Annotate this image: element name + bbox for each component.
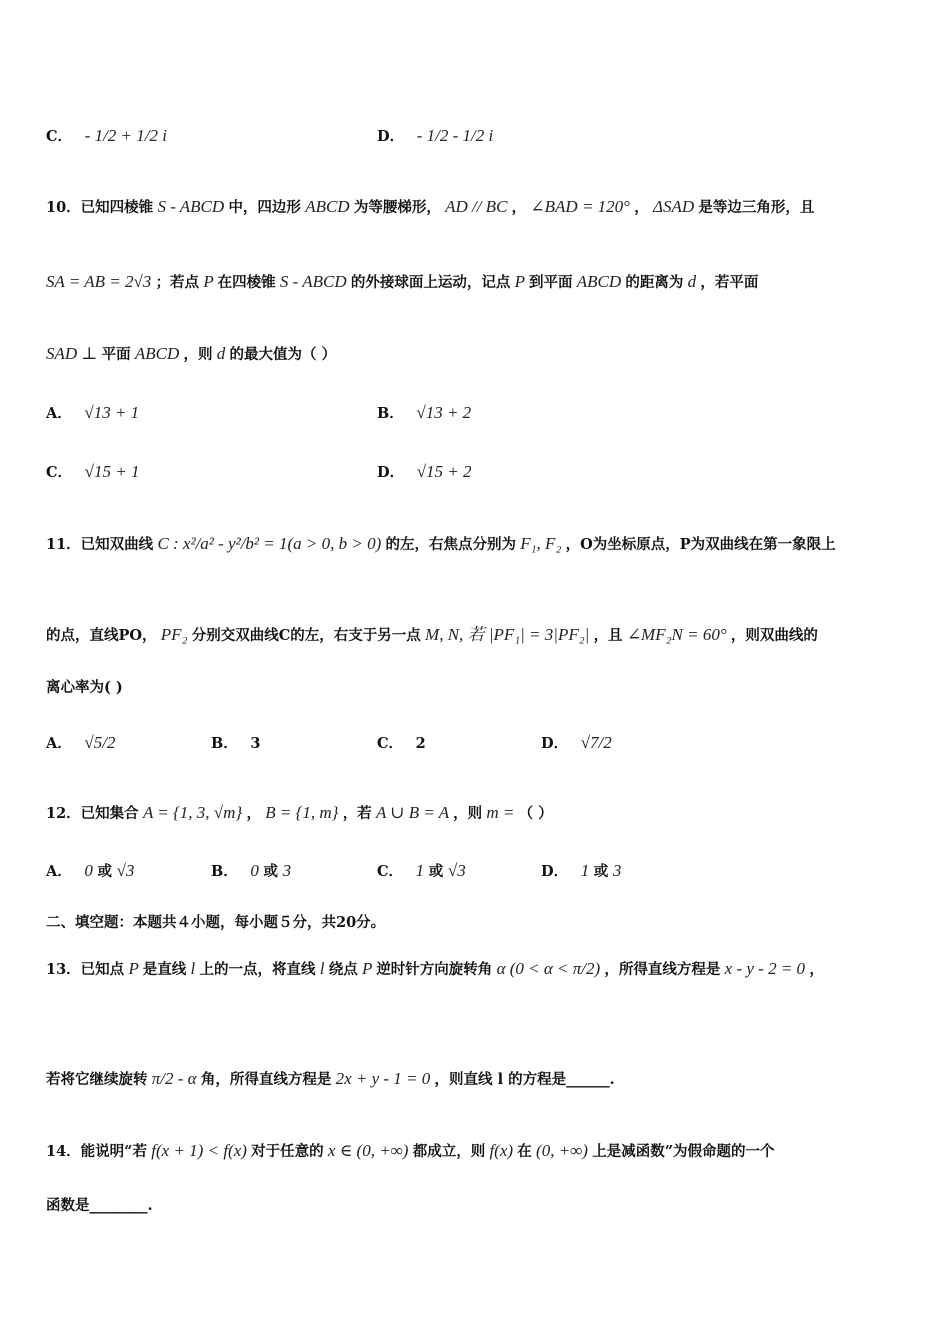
text-run: 在四棱锥 xyxy=(217,274,276,291)
option-value: √5/2 xyxy=(84,733,116,752)
text-run: ，若平面 xyxy=(700,274,759,291)
math-expression: AD // BC xyxy=(440,197,512,216)
option-value: 0 xyxy=(84,861,93,880)
math-expression: B = {1, m} xyxy=(260,803,343,822)
option-value: - 1/2 + 1/2 i xyxy=(84,126,167,145)
math-expression: P xyxy=(510,272,529,291)
option-value: √13 + 1 xyxy=(84,403,140,422)
q10-option-d xyxy=(377,461,472,482)
math-expression: f(x) xyxy=(485,1141,518,1160)
text-run: 在 xyxy=(517,1143,532,1160)
math-expression: α (0 < α < π/2) xyxy=(492,959,605,978)
text-run: 中，四边形 xyxy=(228,199,301,216)
option-label: A． xyxy=(46,863,72,880)
option-value: 1 xyxy=(580,861,590,880)
option-value: 2 xyxy=(415,735,426,752)
text-run: 若将它继续旋转 xyxy=(46,1071,148,1088)
math-expression: m = xyxy=(482,803,519,822)
math-expression: A = {1, 3, √m} xyxy=(138,803,247,822)
math-expression: P xyxy=(357,959,377,978)
option-label: B． xyxy=(211,863,238,880)
option-label: C． xyxy=(46,128,73,145)
math-expression: f(x + 1) < f(x) xyxy=(147,1141,252,1160)
text-run: 是等边三角形，且 xyxy=(698,199,815,216)
text-run: ，O为坐标原点，P为双曲线在第一象限上 xyxy=(565,536,836,553)
math-expression: (0, +∞) xyxy=(531,1141,593,1160)
q12-option-c xyxy=(377,860,466,881)
text-run: 离心率为( ) xyxy=(46,679,123,696)
option-label: D． xyxy=(541,863,569,880)
option-label: C． xyxy=(46,464,73,481)
text-run: ， xyxy=(809,961,824,978)
q11-option-c xyxy=(377,732,426,753)
option-label: D． xyxy=(541,735,569,752)
math-expression: C : x²/a² - y²/b² = 1(a > 0, b > 0) xyxy=(153,534,386,553)
option-value-2: √3 xyxy=(116,861,135,880)
math-expression: SAD ⊥ xyxy=(46,344,102,363)
math-expression: ΔSAD xyxy=(648,197,699,216)
text-run: ；若点 xyxy=(155,274,200,291)
option-value-2: 3 xyxy=(282,861,292,880)
q12-option-d xyxy=(541,860,621,881)
math-expression: S - ABCD xyxy=(275,272,351,291)
q14-stem-line-1 xyxy=(46,1140,904,1161)
text-run: ， xyxy=(511,199,527,216)
option-value: √7/2 xyxy=(580,733,612,752)
option-connector: 或 xyxy=(593,863,609,880)
q10-stem-line-2 xyxy=(46,271,904,292)
option-label: C． xyxy=(377,863,404,880)
option-label: B． xyxy=(377,405,404,422)
math-expression: x ∈ (0, +∞) xyxy=(323,1141,413,1160)
math-expression: ∠MF₂N = 60° xyxy=(622,625,731,644)
text-run: 的距离为 xyxy=(625,274,684,291)
q11-stem-line-3 xyxy=(46,676,904,697)
section-heading: 二、填空题：本题共４小题，每小题５分，共20分。 xyxy=(46,914,386,931)
q9-option-d xyxy=(377,125,493,146)
text-run: 的外接球面上运动，记点 xyxy=(350,274,511,291)
text-run: ，则 xyxy=(453,805,483,822)
text-run: 10．已知四棱锥 xyxy=(46,199,154,216)
text-run: ，且 xyxy=(593,627,623,644)
math-expression: A ∪ B = A xyxy=(371,803,454,822)
option-value: 1 xyxy=(415,861,425,880)
math-expression: PF₂ xyxy=(156,625,192,644)
text-run: 11．已知双曲线 xyxy=(46,536,154,553)
math-expression: S - ABCD xyxy=(153,197,229,216)
text-run: （ ） xyxy=(518,805,553,822)
math-expression: ABCD xyxy=(130,344,184,363)
q10-option-a xyxy=(46,402,139,423)
math-expression: P xyxy=(124,959,143,978)
text-run: 分别交双曲线C的左，右支于另一点 xyxy=(191,627,421,644)
option-label: C． xyxy=(377,735,404,752)
text-run: ，则双曲线的 xyxy=(730,627,818,644)
q11-option-b xyxy=(211,732,260,753)
math-expression: l xyxy=(186,959,200,978)
option-connector: 或 xyxy=(97,863,112,880)
text-run: 14．能说明“若 xyxy=(46,1143,148,1160)
text-run: 绕点 xyxy=(328,961,358,978)
text-run: 为等腰梯形， xyxy=(353,199,441,216)
text-run: 是直线 xyxy=(142,961,187,978)
text-run: ，若 xyxy=(342,805,372,822)
q10-stem-line-1 xyxy=(46,196,904,217)
math-expression: ∠BAD = 120° xyxy=(526,197,635,216)
q13-stem-line-1 xyxy=(46,958,904,979)
q12-option-b xyxy=(211,860,291,881)
q9-option-c xyxy=(46,125,167,146)
text-run: 函数是________. xyxy=(46,1197,153,1214)
option-value: √15 + 1 xyxy=(84,462,140,481)
q13-stem-line-2 xyxy=(46,1068,904,1089)
text-run: 对于任意的 xyxy=(251,1143,324,1160)
text-run: ，则 xyxy=(183,346,213,363)
option-connector: 或 xyxy=(428,863,444,880)
q11-stem-line-2 xyxy=(46,620,904,645)
option-label: D． xyxy=(377,464,405,481)
text-run: 上是减函数”为假命题的一个 xyxy=(592,1143,775,1160)
option-value: 0 xyxy=(250,861,259,880)
option-value-2: 3 xyxy=(612,861,622,880)
math-expression: d xyxy=(212,344,230,363)
option-label: A． xyxy=(46,405,72,422)
text-run: 逆时针方向旋转角 xyxy=(376,961,493,978)
math-expression: ABCD xyxy=(572,272,626,291)
text-run: ， xyxy=(634,199,649,216)
math-expression: M, N, 若 |PF₁| = 3|PF₂| xyxy=(420,625,594,644)
text-run: 的左，右焦点分别为 xyxy=(385,536,517,553)
text-run: 的最大值为（ ） xyxy=(229,346,337,363)
text-run: 的点，直线PO， xyxy=(46,627,157,644)
math-expression: l xyxy=(315,959,329,978)
text-run: 上的一点，将直线 xyxy=(199,961,316,978)
option-value: - 1/2 - 1/2 i xyxy=(416,126,494,145)
text-run: ，则直线 l 的方程是______. xyxy=(434,1071,615,1088)
math-expression: P xyxy=(199,272,218,291)
math-expression: F₁, F₂ xyxy=(516,534,566,553)
option-value: √13 + 2 xyxy=(416,403,472,422)
text-run: 都成立，则 xyxy=(412,1143,486,1160)
q10-option-b xyxy=(377,402,471,423)
option-value: 3 xyxy=(250,735,261,752)
option-label: B． xyxy=(211,735,238,752)
q11-option-a xyxy=(46,732,115,753)
math-expression: ABCD xyxy=(300,197,354,216)
q10-stem-line-3 xyxy=(46,343,904,364)
math-expression: SA = AB = 2√3 xyxy=(46,272,156,291)
q12-option-a xyxy=(46,860,134,881)
text-run: 12．已知集合 xyxy=(46,805,139,822)
text-run: 角，所得直线方程是 xyxy=(200,1071,332,1088)
q11-option-d xyxy=(541,732,612,753)
option-label: A． xyxy=(46,735,72,752)
option-value-2: √3 xyxy=(447,861,466,880)
text-run: 13．已知点 xyxy=(46,961,125,978)
text-run: 平面 xyxy=(101,346,131,363)
text-run: ， xyxy=(246,805,261,822)
math-expression: x - y - 2 = 0 xyxy=(720,959,810,978)
q12-stem-line-1 xyxy=(46,802,904,823)
math-expression: d xyxy=(683,272,701,291)
option-connector: 或 xyxy=(263,863,278,880)
math-expression: 2x + y - 1 = 0 xyxy=(331,1069,435,1088)
math-expression: π/2 - α xyxy=(147,1069,201,1088)
q11-stem-line-1 xyxy=(46,533,904,554)
text-run: ，所得直线方程是 xyxy=(604,961,721,978)
q10-option-c xyxy=(46,461,139,482)
option-label: D． xyxy=(377,128,405,145)
option-value: √15 + 2 xyxy=(416,462,472,481)
q14-stem-line-2 xyxy=(46,1194,904,1215)
text-run: 到平面 xyxy=(528,274,573,291)
